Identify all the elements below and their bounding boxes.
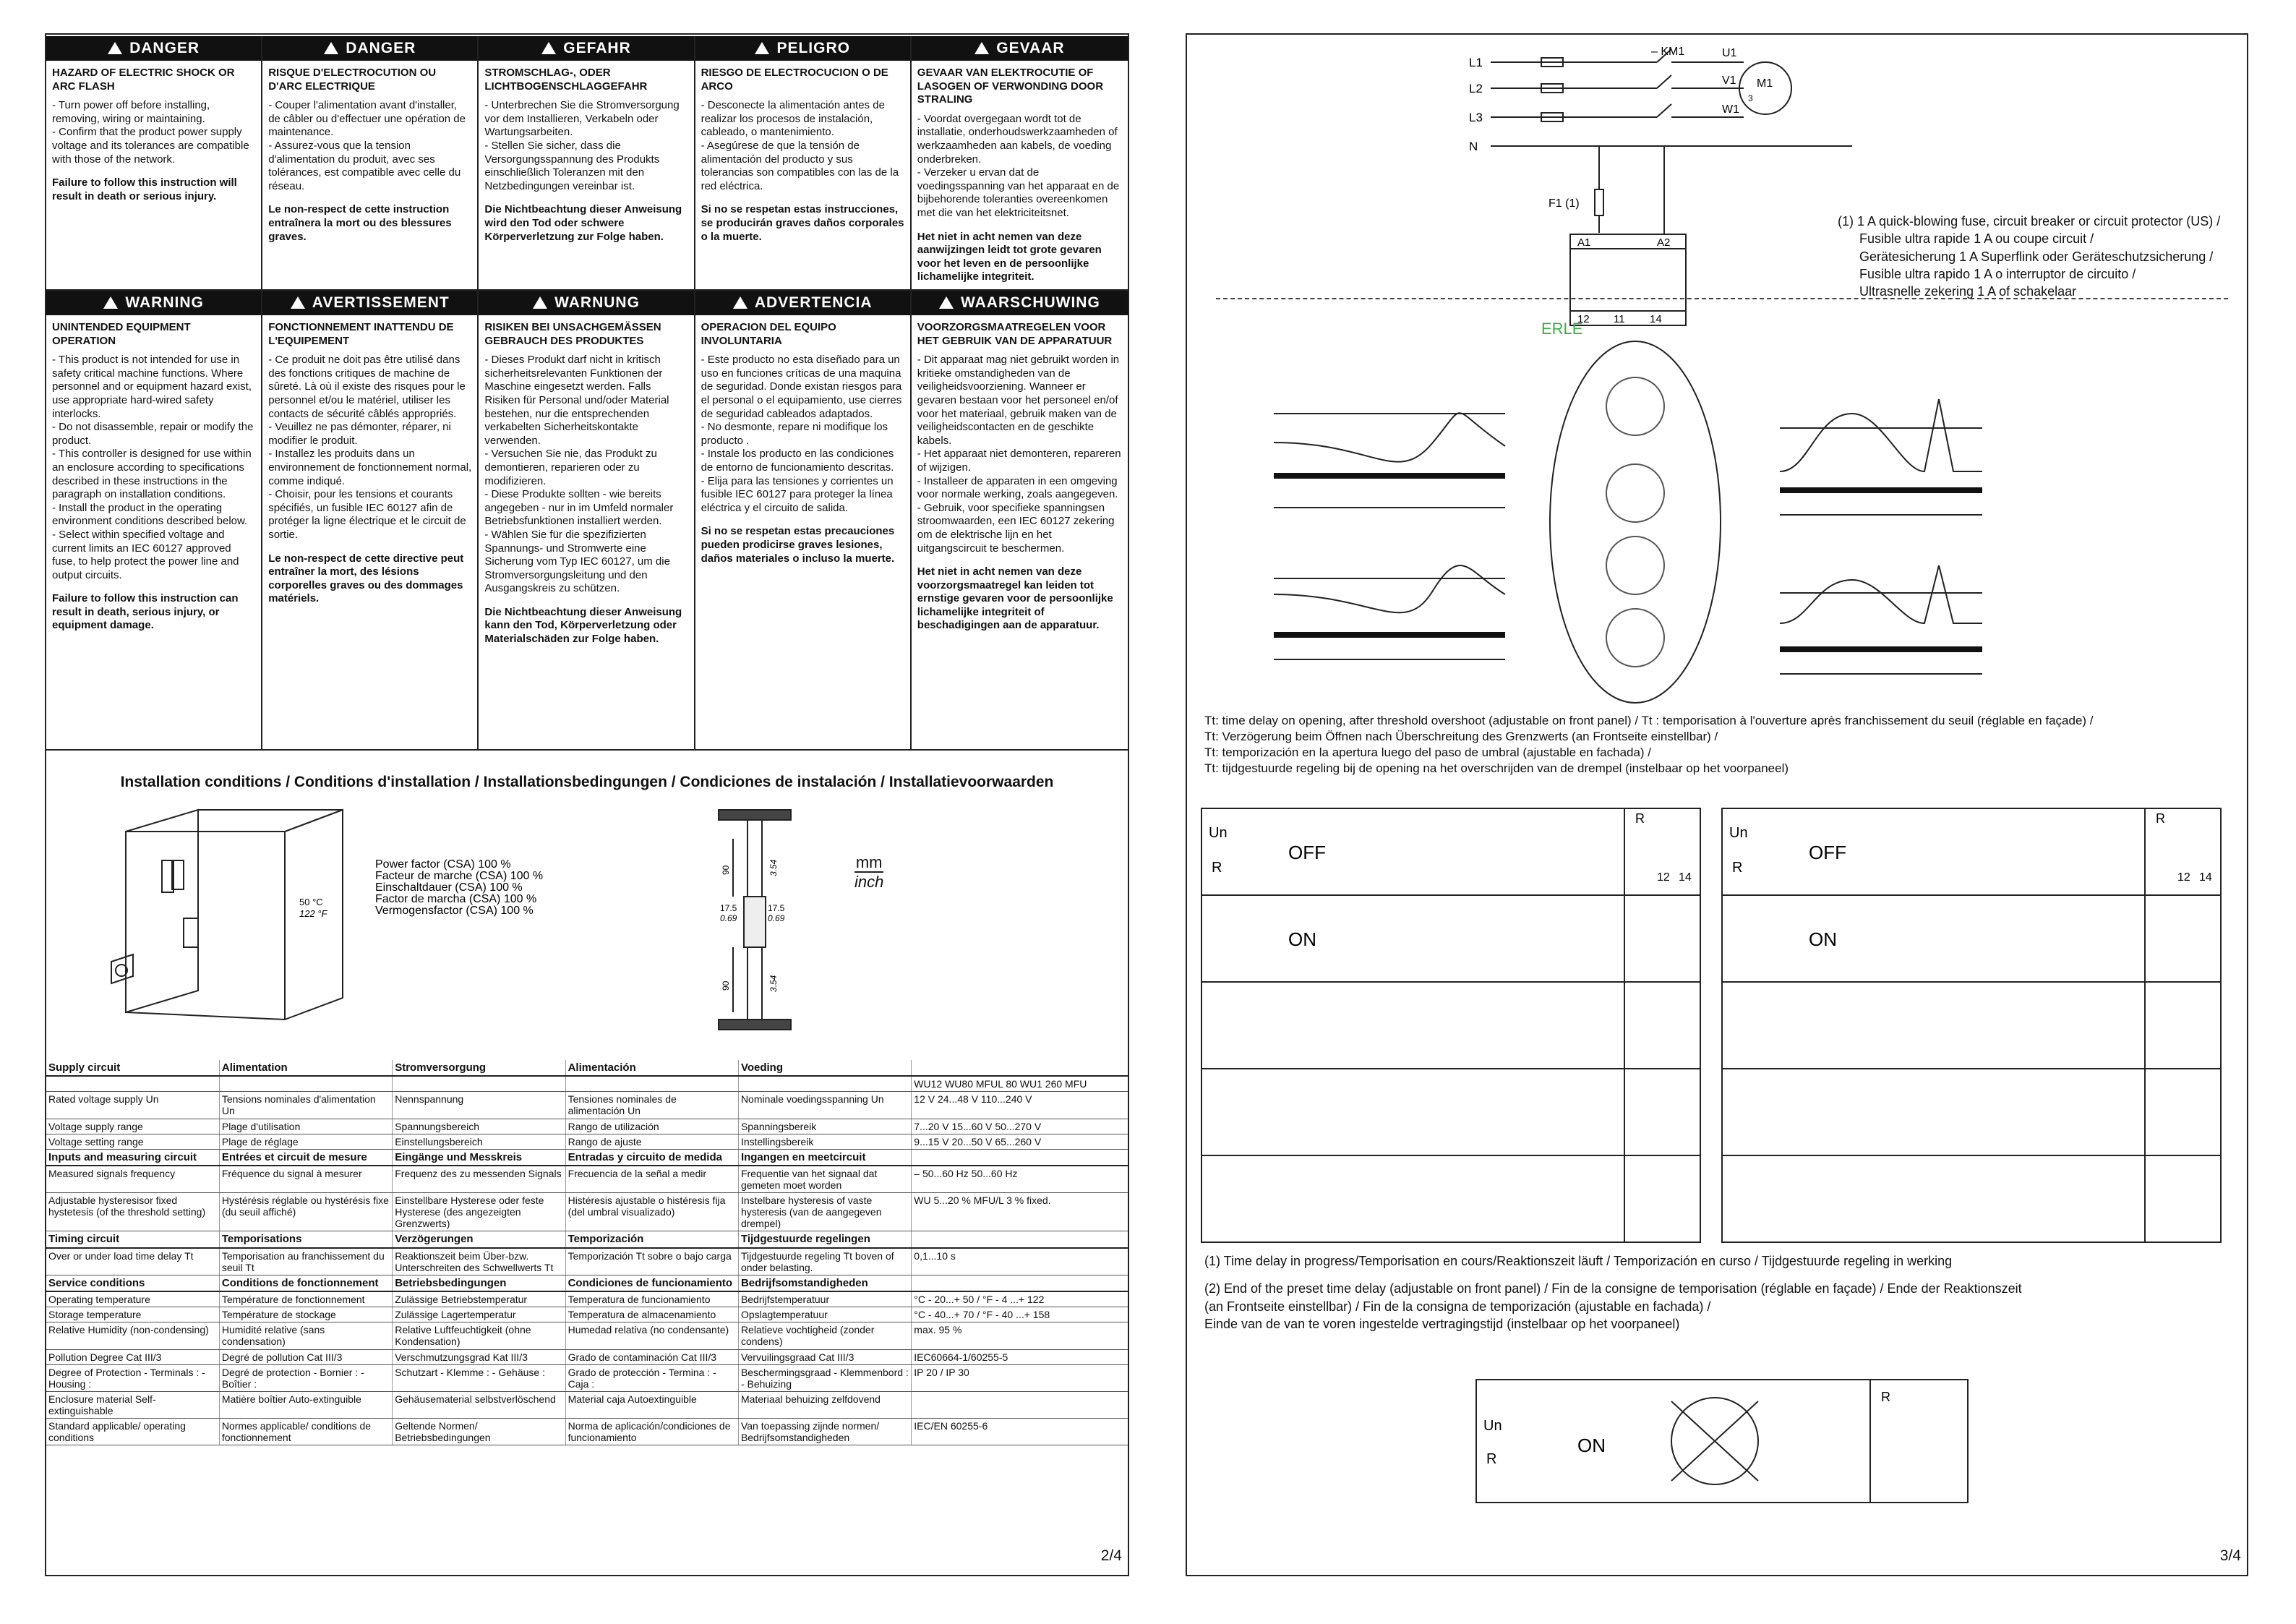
- tech-row: [46, 1076, 1128, 1092]
- motor-phase: 3: [1748, 93, 1753, 103]
- tech-cell: Plage de réglage: [219, 1134, 392, 1149]
- danger-section: DANGER HAZARD OF ELECTRIC SHOCK OR ARC FLASH - Turn power off before installing, removing, wiring or maintaining. - Confirm that the product power supply voltage and its tolerances are compatible with those of the network. Failure to follow this instruction will result in death or serious injury. DANGER RISQUE D'ELECTROCUTION OU D'ARC ELECTRIQUE - Couper l'alimentation avant d'installer, de câbler ou d'effectuer une opération de maintenance. - Assurez-vous que la tension d'alimentation du produit, avec ses tolérances, est compatible avec celle du réseau. Le non-respect de cette instruction entraînera la mort ou des blessures graves. GEFAHR STROMSCHLAG-, ODER LICHTBOGENSCHLAGGEFAHR - Unterbrechen Sie die Stromversorgung vor dem Installieren, Verkabeln oder Wartungsarbeiten. - Stellen Sie sicher, dass die Versorgungsspannung des Produkts einschließlich Toleranzen mit den Netzbedingungen vereinbar ist. Die Nichtbeachtung dieser Anweisung wird den Tod oder schwere Körperverletzung zur Folge haben. PELIGRO RIESGO DE ELECTROCUCION O DE ARCO - Desconecte la alimentación antes de realizar los procesos de instalación, cableado, o mantenimiento. - Asegúrese de que la tensión de alimentación del producto y sus tolerancias son compatibles con las de la red eléctrica. Si no se respetan estas instrucciones, se producirán graves daños corporales o la muerte. GEVAAR GEVAAR VAN ELEKTROCUTIE OF LASOGEN OF VERWONDING DOOR STRALING - Voordat overgegaan wordt tot de installatie, onderhoudswerkzaamheden of werkzaamheden aan kabels, de voeding onderbreken. - Verzeker u ervan dat de voedingsspanning van het apparaat en de bijbehorende toleranties overeenkomen met die van het elektriciteitsnet. Het niet in acht nemen van deze aanwijzingen leidt tot grote gevaren voor het leven en de persoonlijke lichamelijke integriteit.: [46, 36, 1128, 291]
- tech-cell: Tijdgestuurde regelingen: [738, 1231, 911, 1248]
- tech-cell: Measured signals frequency: [46, 1166, 219, 1193]
- fault-on: ON: [1577, 1435, 1606, 1456]
- fault-diagram: [1476, 1380, 1968, 1503]
- tech-row: [46, 1418, 1128, 1445]
- relay-r-left: R: [1635, 811, 1645, 826]
- tech-cell: Einstellungsbereich: [393, 1134, 565, 1149]
- on-right: ON: [1809, 928, 1837, 950]
- tech-cell: Fréquence du signal à mesurer: [219, 1166, 392, 1193]
- tech-cell: 7...20 V 15...60 V 50...270 V: [912, 1119, 1128, 1134]
- tech-cell: Frequenz des zu messenden Signals: [393, 1166, 565, 1193]
- tech-row: [46, 1149, 1128, 1166]
- tech-row: [46, 1322, 1128, 1349]
- tech-cell: Temporisations: [219, 1231, 392, 1248]
- dim-top: 90: [721, 865, 731, 875]
- tech-cell: Histéresis ajustable o histéresis fija (del umbral visualizado): [565, 1193, 738, 1231]
- tech-cell: Conditions de fonctionnement: [219, 1275, 392, 1291]
- un-right: Un: [1729, 825, 1748, 841]
- tech-cell: Bedrijfsomstandigheden: [738, 1275, 911, 1291]
- dim-bot: 90: [721, 980, 731, 991]
- tech-cell: °C - 20...+ 50 / °F - 4 ...+ 122: [912, 1291, 1128, 1307]
- tech-cell: Tensions nominales d'alimentation Un: [219, 1092, 392, 1119]
- tech-cell: Relative Luftfeuchtigkeit (ohne Kondensation): [393, 1322, 565, 1349]
- tech-cell: max. 95 %: [912, 1322, 1128, 1349]
- tech-cell: Bedrijfstemperatuur: [738, 1291, 911, 1307]
- status-diagrams: [1201, 808, 2228, 1242]
- tech-cell: Materiaal behuizing zelfdovend: [738, 1391, 911, 1418]
- tech-cell: Voeding: [738, 1060, 911, 1076]
- tech-cell: Voltage setting range: [46, 1134, 219, 1149]
- tech-cell: Stromversorgung: [393, 1060, 565, 1076]
- tech-cell: Norma de aplicación/condiciones de funcionamiento: [565, 1418, 738, 1445]
- tech-cell: Grado de contaminación Cat III/3: [565, 1349, 738, 1364]
- tech-row: [46, 1291, 1128, 1307]
- wiring-diagram: [1462, 45, 1867, 325]
- tech-row: [46, 1166, 1128, 1193]
- tech-cell: Temporización: [565, 1231, 738, 1248]
- tech-cell: IEC/EN 60255-6: [912, 1418, 1128, 1445]
- tech-cell: Reaktionszeit beim Über-bzw. Unterschreiten des Schwellwerts Tt: [393, 1248, 565, 1275]
- tech-row: [46, 1092, 1128, 1119]
- tech-cell: Alimentación: [565, 1060, 738, 1076]
- tech-cell: – 50...60 Hz 50...60 Hz: [912, 1166, 1128, 1193]
- dashed-separator: [1216, 298, 2228, 299]
- tech-cell: WU 5...20 % MFU/L 3 % fixed.: [912, 1193, 1128, 1231]
- tech-cell: Temporisation au franchissement du seuil Tt: [219, 1248, 392, 1275]
- tech-row: [46, 1391, 1128, 1418]
- tech-cell: Schutzart - Klemme : - Gehäuse :: [393, 1364, 565, 1391]
- tech-cell: Hystérésis réglable ou hystérésis fixe (du seuil affiché): [219, 1193, 392, 1231]
- tech-cell: Material caja Autoextinguible: [565, 1391, 738, 1418]
- dim-w2: 17.5: [768, 903, 785, 913]
- tech-cell: Adjustable hysteresisor fixed hystetesis (of the threshold setting): [46, 1193, 219, 1231]
- installation-diagrams: [97, 810, 791, 1041]
- page-number-right: 3/4: [2219, 1547, 2241, 1564]
- tech-cell: Condiciones de funcionamiento: [565, 1275, 738, 1291]
- tech-cell: Relative Humidity (non-condensing): [46, 1322, 219, 1349]
- tech-cell: Over or under load time delay Tt: [46, 1248, 219, 1275]
- tech-cell: Tensiones nominales de alimentación Un: [565, 1092, 738, 1119]
- tech-cell: Nominale voedingsspanning Un: [738, 1092, 911, 1119]
- term-w1: W1: [1722, 103, 1739, 116]
- tech-cell: Pollution Degree Cat III/3: [46, 1349, 219, 1364]
- tech-cell: Instelbare hysteresis of vaste hysteresis (van de aangegeven drempel): [738, 1193, 911, 1231]
- tech-cell: Betriebsbedingungen: [393, 1275, 565, 1291]
- page-number-left: 2/4: [1100, 1547, 1122, 1564]
- tech-cell: Relatieve vochtigheid (zonder condens): [738, 1322, 911, 1349]
- tech-cell: Voltage supply range: [46, 1119, 219, 1134]
- page-left: [45, 33, 1129, 1576]
- fuse-label: F1 (1): [1548, 197, 1580, 210]
- tech-cell: Storage temperature: [46, 1307, 219, 1322]
- brand-label: ERLE: [1541, 320, 1583, 338]
- fuse-note: (1) 1 A quick-blowing fuse, circuit breaker or circuit protector (US) / Fusible ultra rapide 1 A ou coupe circuit / Gerätesicherung 1 A Superflink oder Geräteschutzsicherung / Fusible ultra rapido 1 A o interruptor de circuito / Ultrasnelle zekering 1 A of schakelaar: [1838, 214, 2221, 299]
- tech-cell: Alimentation: [219, 1060, 392, 1076]
- tech-cell: Normes applicable/ conditions de fonctionnement: [219, 1418, 392, 1445]
- tech-cell: Plage d'utilisation: [219, 1119, 392, 1134]
- tech-cell: IEC60664-1/60255-5: [912, 1349, 1128, 1364]
- tech-cell: Entrées et circuit de mesure: [219, 1149, 392, 1166]
- tech-cell: [565, 1076, 738, 1092]
- tech-cell: 0,1...10 s: [912, 1248, 1128, 1275]
- tech-cell: Rango de utilización: [565, 1119, 738, 1134]
- tech-cell: WU12 WU80 MFUL 80 WU1 260 MFU: [912, 1076, 1128, 1092]
- tech-cell: Verschmutzungsgrad Kat III/3: [393, 1349, 565, 1364]
- tech-cell: Verzögerungen: [393, 1231, 565, 1248]
- pf-1: Power factor (CSA) 100 %: [375, 858, 511, 871]
- tech-row: [46, 1248, 1128, 1275]
- tech-cell: Temporización Tt sobre o bajo carga: [565, 1248, 738, 1275]
- tech-cell: Humedad relativa (no condensante): [565, 1322, 738, 1349]
- t14-right: 14: [2199, 871, 2212, 884]
- dim-top-in: 3.54: [768, 859, 779, 876]
- tech-cell: Frecuencia de la señal a medir: [565, 1166, 738, 1193]
- tech-cell: [219, 1076, 392, 1092]
- term-v1: V1: [1722, 74, 1736, 87]
- warning-section: WARNING UNINTENDED EQUIPMENT OPERATION - This product is not intended for use in safety critical machine functions. Where personnel and or equipment hazard exist, use appropriate hard-wired safety interlocks. - Do not disassemble, repair or modify the product. - This controller is designed for use within an enclosure according to specifications described in these instructions in the paragraph on installation conditions. - Install the product in the operating environment conditions described below. - Select within specified voltage and current limits an IEC 60127 approved fuse, to help protect the power line and output circuits. Failure to follow this instruction can result in death, serious injury, or equipment damage. AVERTISSEMENT FONCTIONNEMENT INATTENDU DE L'EQUIPEMENT - Ce produit ne doit pas être utilisé dans des fonctions critiques de machine de sûreté. Là où il existe des risques pour le personnel et/ou le matériel, utiliser les contacts de sécurité câblés appropriés. - Veuillez ne pas démonter, réparer, ni modifier le produit. - Installez les produits dans un environnement de fonctionnement normal, comme indiqué. - Choisir, pour les tensions et courants spécifiés, un fusible IEC 60127 afin de protéger la ligne électrique et le circuit de sortie. Le non-respect de cette directive peut entraîner la mort, des lésions corporelles graves ou des dommages matériels. WARNUNG RISIKEN BEI UNSACHGEMÄSSEN GEBRAUCH DES PRODUKTES - Dieses Produkt darf nicht in kritisch sicherheitsrelevanten Funktionen der Maschine eingesetzt werden. Falls Risiken für Personal und/oder Material bestehen, nur die entsprechenden verkabelten Sicherheitskontakte verwenden. - Versuchen Sie nie, das Produkt zu demontieren, reparieren oder zu modifizieren. - Diese Produkte sollten - wie bereits angegeben - nur in im Umfeld normaler Betriebsfunktionen installiert werden. - Wählen Sie für die spezifizierten Spannungs- und Stromwerte eine Sicherung vom Typ IEC 60127, um die Stromversorgungsleitung und den Ausgangskreis zu schützen. Die Nichtbeachtung dieser Anweisung kann den Tod, Körperverletzung oder Materialschäden zur Folge haben. ADVERTENCIA OPERACION DEL EQUIPO INVOLUNTARIA - Este producto no esta diseñado para un uso en funciones críticas de una maquina de seguridad. Donde existan riesgos para el personal o el equipamiento, use cierres de seguridad cableados adaptados. - No desmonte, repare ni modifique los producto . - Instale los producto en las condiciones de entorno de funcionamiento descritas. - Elija para las tensiones y corrientes un fusible IEC 60127 para proteger la línea eléctrica y el circuito de salida. Si no se respetan estas precauciones pueden prodicirse graves lesiones, daños materiales o incluso la muerte. WAARSCHUWING VOORZORGSMAATREGELEN VOOR HET GEBRUIK VAN DE APPARATUUR - Dit apparaat mag niet gebruikt worden in kritieke omstandigheden van de veiligheidsvoorziening. Wanneer er gevaren bestaan voor het personeel en/of voor het materiaal, gebruik maken van de veiligheidscontacten en de geschikte kabels. - Het apparaat niet demonteren, repareren of wijzigen. - Installeer de apparaten in een omgeving voor normale werking, zoals aangegeven. - Gebruik, voor specifieke spanningsen stroomwaarden, een IEC 60127 zekering om de elektrische lijn en het uitgangscircuit te beschermen. Het niet in acht nemen van deze voorzorgsmaatregel kan leiden tot ernstige gevaren voor de persoonlijke lichamelijke integriteit of beschadigingen aan de apparatuur.: [46, 291, 1128, 751]
- tt-note: Tt: time delay on opening, after threshold overshoot (adjustable on front panel) / Tt : temporisation à l'ouverture après franchissement du seuil (réglable en façade) / Tt: Verzögerung beim Öffnen nach Überschreitung des Grenzwerts (an Frontseite einstellbar) / Tt: temporización en la apertura luego del paso de umbral (ajustable en fachada) / Tt: tijdgestuurde regeling bij de opening na het overschrijden van de drempel (instelbaar op het voorpaneel): [1204, 714, 2094, 776]
- tech-cell: Spanningsbereik: [738, 1119, 911, 1134]
- pf-3: Einschaltdauer (CSA) 100 %: [375, 881, 523, 894]
- tech-cell: [912, 1060, 1128, 1076]
- tech-cell: [393, 1076, 565, 1092]
- tech-cell: [912, 1149, 1128, 1166]
- fault-r: R: [1486, 1451, 1497, 1467]
- tech-cell: [738, 1076, 911, 1092]
- r-right: R: [1732, 860, 1743, 876]
- tech-cell: Enclosure material Self-extinguishable: [46, 1391, 219, 1418]
- tech-cell: Vervuilingsgraad Cat III/3: [738, 1349, 911, 1364]
- a2-top: A2: [1657, 236, 1671, 249]
- tech-row: [46, 1231, 1128, 1248]
- tech-cell: Eingänge und Messkreis: [393, 1149, 565, 1166]
- tech-cell: Degree of Protection - Terminals : - Housing :: [46, 1364, 219, 1391]
- tech-row: [46, 1364, 1128, 1391]
- t14-left: 14: [1679, 871, 1692, 884]
- line-l2: L2: [1469, 82, 1483, 95]
- tech-row: [46, 1275, 1128, 1291]
- pf-5: Vermogensfactor (CSA) 100 %: [375, 905, 534, 917]
- fault-relay-r: R: [1881, 1390, 1890, 1404]
- tech-cell: 9...15 V 20...50 V 65...260 V: [912, 1134, 1128, 1149]
- tech-cell: Ingangen en meetcircuit: [738, 1149, 911, 1166]
- tech-cell: Gehäusematerial selbstverlöschend: [393, 1391, 565, 1418]
- off-left: OFF: [1288, 842, 1326, 863]
- tech-cell: Service conditions: [46, 1275, 219, 1291]
- on-left: ON: [1288, 928, 1316, 950]
- timing-diagrams: [1230, 320, 2214, 710]
- line-l1: L1: [1469, 56, 1483, 69]
- fault-un: Un: [1483, 1418, 1502, 1434]
- tech-cell: [912, 1231, 1128, 1248]
- tech-cell: Operating temperature: [46, 1291, 219, 1307]
- tech-row: [46, 1134, 1128, 1149]
- tech-cell: Frequentie van het signaal dat gemeten moet worden: [738, 1166, 911, 1193]
- tech-cell: Nennspannung: [393, 1092, 565, 1119]
- un-left: Un: [1209, 825, 1228, 841]
- relay-r-right: R: [2156, 811, 2165, 826]
- temp-f: 122 °F: [299, 908, 327, 919]
- tech-cell: Rated voltage supply Un: [46, 1092, 219, 1119]
- tech-cell: Température de fonctionnement: [219, 1291, 392, 1307]
- tech-cell: Opslagtemperatuur: [738, 1307, 911, 1322]
- dim-w1-in: 0.69: [720, 913, 737, 923]
- tech-cell: Instellingsbereik: [738, 1134, 911, 1149]
- tech-cell: [912, 1275, 1128, 1291]
- motor: M1: [1757, 77, 1773, 90]
- tech-cell: 12 V 24...48 V 110...240 V: [912, 1092, 1128, 1119]
- tech-cell: Degré de protection - Bornier : - Boîtier :: [219, 1364, 392, 1391]
- page-right: [1186, 33, 2248, 1576]
- technical-table: [46, 1060, 1128, 1445]
- tech-row: [46, 1307, 1128, 1322]
- tech-cell: Supply circuit: [46, 1060, 219, 1076]
- tech-cell: Matière boîtier Auto-extinguible: [219, 1391, 392, 1418]
- t12-left: 12: [1657, 871, 1670, 884]
- pf-2: Facteur de marche (CSA) 100 %: [375, 870, 544, 882]
- dim-w2-in: 0.69: [768, 913, 785, 923]
- tech-cell: Temperatura de funcionamiento: [565, 1291, 738, 1307]
- off-right: OFF: [1809, 842, 1846, 863]
- tech-cell: Tijdgestuurde regeling Tt boven of onder belasting.: [738, 1248, 911, 1275]
- tech-cell: Humidité relative (sans condensation): [219, 1322, 392, 1349]
- km1: – KM1: [1651, 46, 1685, 58]
- tech-cell: [46, 1076, 219, 1092]
- tech-cell: Temperatura de almacenamiento: [565, 1307, 738, 1322]
- dim-bot-in: 3.54: [768, 975, 779, 992]
- dim-w1: 17.5: [720, 903, 737, 913]
- tech-cell: Température de stockage: [219, 1307, 392, 1322]
- term-u1: U1: [1722, 47, 1737, 59]
- tech-cell: Spannungsbereich: [393, 1119, 565, 1134]
- installation-title: Installation conditions / Conditions d'installation / Installationsbedingungen / Condiciones de instalación / Installatievoorwaarden: [120, 774, 1054, 790]
- r-left: R: [1212, 860, 1222, 876]
- pf-4: Factor de marcha (CSA) 100 %: [375, 893, 537, 905]
- tech-cell: Geltende Normen/ Betriebsbedingungen: [393, 1418, 565, 1445]
- temp-c: 50 °C: [299, 897, 323, 907]
- tech-row: [46, 1193, 1128, 1231]
- t12: 12: [1577, 313, 1590, 325]
- t12-right: 12: [2177, 871, 2190, 884]
- tech-cell: °C - 40...+ 70 / °F - 40 ...+ 158: [912, 1307, 1128, 1322]
- tech-cell: Degré de pollution Cat III/3: [219, 1349, 392, 1364]
- units: mm inch: [854, 853, 884, 892]
- tech-cell: Van toepassing zijnde normen/ Bedrijfsomstandigheden: [738, 1418, 911, 1445]
- tech-cell: Rango de ajuste: [565, 1134, 738, 1149]
- t11: 11: [1614, 313, 1625, 325]
- notes: (1) Time delay in progress/Temporisation en cours/Reaktionszeit läuft / Temporización en curso / Tijdgestuurde regeling in werking (2) End of the preset time delay (adjustable on front panel) / Fin de la consigne de temporisation (réglable en façade) / Ende der Reaktionszeit (an Frontseite einstellbar) / Fin de la consigna de temporización (ajustable en fachada) / Einde van de van te voren ingestelde vertragingstijd (instelbaar op het voorpaneel): [1204, 1254, 2022, 1331]
- tech-cell: Zulässige Betriebstemperatur: [393, 1291, 565, 1307]
- tech-row: [46, 1349, 1128, 1364]
- tech-cell: Beschermingsgraad - Klemmenbord : - Behuizing: [738, 1364, 911, 1391]
- line-l3: L3: [1469, 111, 1483, 124]
- tech-cell: Zulässige Lagertemperatur: [393, 1307, 565, 1322]
- tech-cell: Timing circuit: [46, 1231, 219, 1248]
- t14: 14: [1650, 313, 1662, 325]
- tech-cell: IP 20 / IP 30: [912, 1364, 1128, 1391]
- tech-row: [46, 1060, 1128, 1076]
- tech-cell: Entradas y circuito de medida: [565, 1149, 738, 1166]
- tech-row: [46, 1119, 1128, 1134]
- tech-cell: Standard applicable/ operating conditions: [46, 1418, 219, 1445]
- tech-cell: Grado de protección - Termina : - Caja :: [565, 1364, 738, 1391]
- tech-cell: Einstellbare Hysterese oder feste Hysterese (des angezeigten Grenzwerts): [393, 1193, 565, 1231]
- a1-top: A1: [1577, 236, 1591, 249]
- tech-cell: Inputs and measuring circuit: [46, 1149, 219, 1166]
- tech-cell: [912, 1391, 1128, 1418]
- line-n: N: [1469, 140, 1478, 153]
